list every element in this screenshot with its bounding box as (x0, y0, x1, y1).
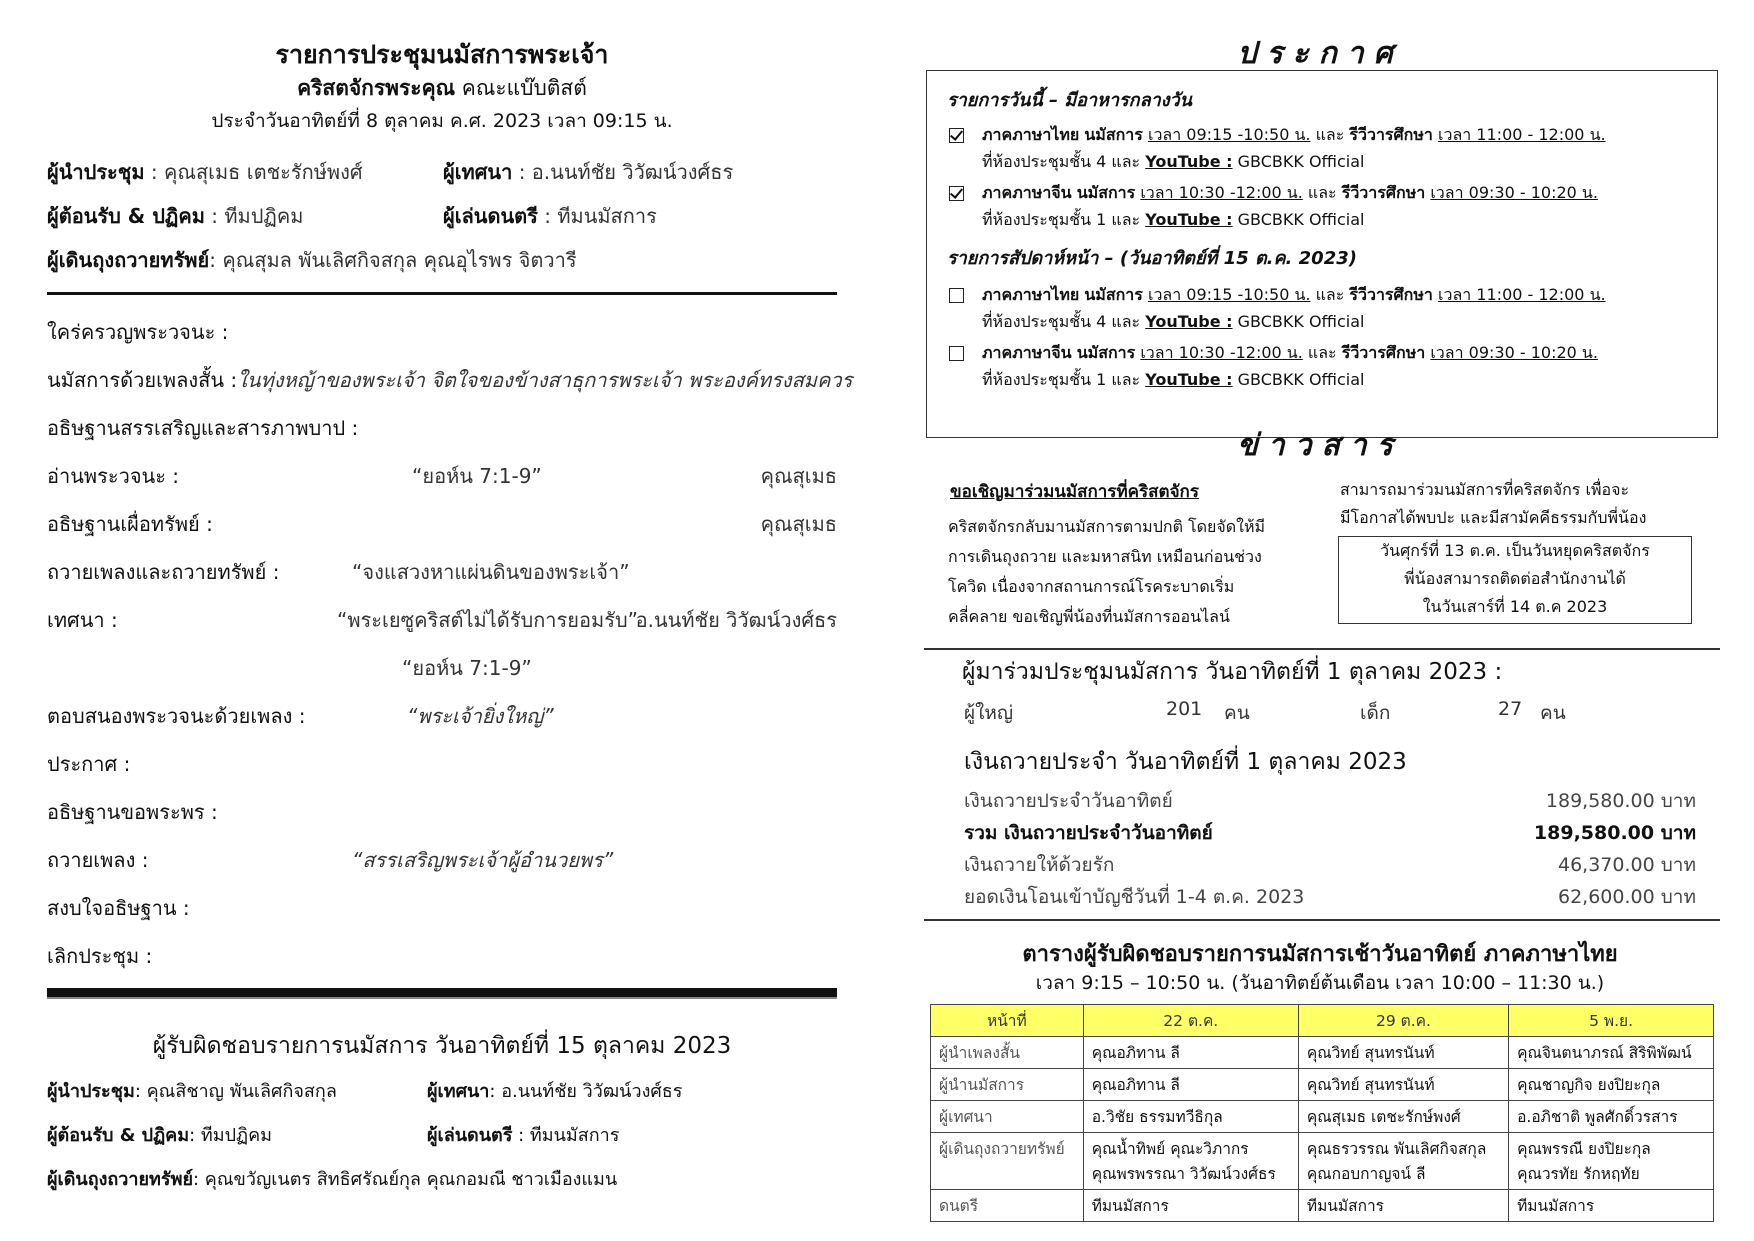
church-name (47, 72, 837, 105)
offering-row-label: เงินถวายให้ด้วยรัก (964, 854, 1115, 876)
item-worship: นมัสการ (1076, 183, 1136, 202)
checked-checkbox-icon (949, 186, 964, 201)
leader-label: ผู้นำประชุม (47, 160, 145, 184)
order-item-label: ใคร่ครวญพระวจนะ : (47, 320, 229, 344)
invite-text (948, 512, 1265, 632)
order-item-label: ตอบสนองพระวจนะด้วยเพลง : (47, 704, 306, 728)
youtube-channel: GBCBKK Official (1232, 152, 1365, 171)
next-preacher-value: : อ.นนท์ชัย วิวัฒน์วงศ์ธร (489, 1081, 683, 1102)
table-role-cell: ผู้นำเพลงสั้น (931, 1037, 1084, 1069)
order-item-person: คุณสุเมธ (760, 512, 837, 536)
table-header-cell: 22 ต.ค. (1083, 1005, 1298, 1037)
item-and: และ (1302, 343, 1342, 362)
table-role-cell: ผู้นำนมัสการ (931, 1069, 1084, 1101)
service-title: รายการประชุมนมัสการพระเจ้า (275, 40, 609, 69)
item-and: และ (1310, 125, 1350, 144)
child-unit: คน (1540, 702, 1566, 724)
item-time1: เวลา 10:30 -12:00 น. (1140, 343, 1303, 362)
table-cell: คุณธรวรรณ พันเลิศกิจสกุล คุณกอบกาญจน์ ลี (1298, 1133, 1508, 1190)
item-time1: เวลา 10:30 -12:00 น. (1140, 183, 1303, 202)
item-time1: เวลา 09:15 -10:50 น. (1147, 285, 1311, 304)
table-role-cell: ผู้เดินถุงถวายทรัพย์ (931, 1133, 1084, 1190)
next-leader-value: : คุณสิชาญ พันเลิศกิจสกุล (134, 1081, 337, 1102)
preacher-line (443, 156, 733, 188)
holiday-box (1338, 536, 1692, 624)
table-row (931, 1037, 1714, 1069)
holiday-line: พี่น้องสามารถติดต่อสำนักงานได้ (1404, 569, 1626, 588)
offering-collector-value: : คุณสุมล พันเลิศกิจสกุล คุณอุไรพร จิตวารี (209, 248, 577, 272)
youtube-label: YouTube : (1145, 312, 1233, 331)
preacher-value: : อ.นนท์ชัย วิวัฒน์วงศ์ธร (512, 160, 734, 184)
item-room: ที่ห้องประชุมชั้น 1 และ (982, 210, 1146, 229)
youtube-label: YouTube : (1145, 152, 1233, 171)
item-worship: นมัสการ (1084, 285, 1143, 304)
next-offering-value: : คุณขวัญเนตร สิทธิศรัณย์กุล คุณกอมณี ชาวเมืองแมน (193, 1169, 618, 1190)
adult-unit: คน (1224, 702, 1250, 724)
table-cell: คุณพรรณี ยงปิยะกุล คุณวรทัย รักหฤทัย (1509, 1133, 1714, 1190)
order-item-label: อธิษฐานเผื่อทรัพย์ : (47, 512, 213, 536)
invite-line: คริสตจักรกลับมานมัสการตามปกติ โดยจัดให้มี (948, 517, 1266, 536)
child-label: เด็ก (1360, 702, 1391, 724)
checkbox-icon (949, 288, 964, 303)
next-usher-label: ผู้ต้อนรับ & ปฏิคม (47, 1125, 190, 1146)
item-and: และ (1310, 285, 1350, 304)
order-item-person: อ.นนท์ชัย วิวัฒน์วงศ์ธร (635, 608, 837, 632)
checkbox-icon (949, 346, 964, 361)
offering-collector-label: ผู้เดินถุงถวายทรัพย์ (47, 248, 210, 272)
next-offering-label: ผู้เดินถุงถวายทรัพย์ (47, 1169, 193, 1190)
item-and: และ (1302, 183, 1342, 202)
order-item-detail: “ยอห์น 7:1-9” (412, 464, 542, 488)
order-item-detail: ในทุ่งหญ้าของพระเจ้า จิตใจของข้างสาธุการพระเจ้า พระองค์ทรงสมควร (237, 368, 853, 392)
item-lang: ภาคภาษาจีน (982, 343, 1072, 362)
table-cell: คุณจินตนาภรณ์ สิริพิพัฒน์ (1509, 1037, 1714, 1069)
musician-value: : ทีมนมัสการ (537, 204, 657, 228)
item-time2: เวลา 09:30 - 10:20 น. (1430, 183, 1598, 202)
offering-collector-line (47, 244, 577, 276)
next-usher-line (47, 1120, 272, 1149)
item-worship: นมัสการ (1084, 125, 1143, 144)
offering-row-amount: 46,370.00 บาท (1558, 854, 1696, 876)
order-item-label: สงบใจอธิษฐาน : (47, 896, 190, 920)
invite-title: ขอเชิญมาร่วมนมัสการที่คริสตจักร (950, 482, 1199, 502)
item-lang: ภาคภาษาจีน (982, 183, 1072, 202)
divider-thick (47, 988, 837, 999)
schedule-item-room (982, 368, 1365, 393)
table-cell: คุณสุเมธ เตชะรักษ์พงศ์ (1298, 1101, 1508, 1133)
offering-row-amount: 62,600.00 บาท (1558, 886, 1696, 908)
church-denomination: คณะแบ๊บติสต์ (455, 76, 587, 100)
schedule-item-room (982, 310, 1365, 335)
usher-line (47, 200, 303, 232)
item-lang: ภาคภาษาไทย (982, 125, 1080, 144)
table-row (931, 1101, 1714, 1133)
next-leader-label: ผู้นำประชุม (47, 1081, 135, 1102)
item-study: รีวีวารศึกษา (1349, 125, 1433, 144)
invite-line: การเดินถุงถวาย และมหาสนิท เหมือนก่อนช่วง (948, 547, 1262, 566)
order-item-label: นมัสการด้วยเพลงสั้น : (47, 368, 238, 392)
adult-count: 201 (1166, 698, 1203, 720)
table-cell: ทีมนมัสการ (1083, 1190, 1298, 1222)
youtube-channel: GBCBKK Official (1232, 312, 1365, 331)
attendance-title: ผู้มาร่วมประชุมนมัสการ วันอาทิตย์ที่ 1 ตุลาคม 2023 : (962, 659, 1503, 685)
order-item-label: อธิษฐานสรรเสริญและสารภาพบาป : (47, 416, 359, 440)
item-room: ที่ห้องประชุมชั้น 4 และ (982, 152, 1146, 171)
item-room: ที่ห้องประชุมชั้น 1 และ (982, 370, 1146, 389)
table-row (931, 1190, 1714, 1222)
order-item-label: ถวายเพลงและถวายทรัพย์ : (47, 560, 280, 584)
youtube-label: YouTube : (1145, 210, 1233, 229)
order-item-label: ถวายเพลง : (47, 848, 149, 872)
child-count: 27 (1498, 698, 1523, 720)
offering-row-amount: 189,580.00 บาท (1545, 790, 1696, 812)
invite-line: โควิด เนื่องจากสถานการณ์โรคระบาดเริ่ม (948, 577, 1235, 596)
invite-line: มีโอกาสได้พบปะ และมีสามัคคีธรรมกับพี่น้อง (1340, 508, 1647, 527)
church-name-bold: คริสตจักรพระคุณ (297, 76, 456, 100)
nextweek-heading: รายการสัปดาห์หน้า – (วันอาทิตย์ที่ 15 ต.ค. 2023) (947, 248, 1357, 269)
next-leader-line (47, 1076, 337, 1105)
next-preacher-line (427, 1076, 682, 1105)
schedule-item (949, 123, 1606, 148)
table-cell: ทีมนมัสการ (1298, 1190, 1508, 1222)
musician-line (443, 200, 657, 232)
invite-line: สามารถมาร่วมนมัสการที่คริสตจักร เพื่อจะ (1340, 480, 1630, 499)
leader-line (47, 156, 363, 188)
divider (924, 648, 1720, 650)
table-role-cell: ผู้เทศนา (931, 1101, 1084, 1133)
order-item-label: เทศนา : (47, 608, 118, 632)
table-cell: คุณวิทย์ สุนทรนันท์ (1298, 1069, 1508, 1101)
schedule-item-room (982, 150, 1365, 175)
item-room: ที่ห้องประชุมชั้น 4 และ (982, 312, 1146, 331)
divider (47, 292, 837, 295)
item-study: รีวีวารศึกษา (1349, 285, 1433, 304)
holiday-line: ในวันเสาร์ที่ 14 ต.ค 2023 (1422, 597, 1608, 616)
left-page (47, 30, 853, 1230)
divider (924, 919, 1720, 921)
table-role-cell: ดนตรี (931, 1190, 1084, 1222)
table-header-cell: 29 ต.ค. (1298, 1005, 1508, 1037)
offering-row-label: ยอดเงินโอนเข้าบัญชีวันที่ 1-4 ต.ค. 2023 (964, 886, 1305, 908)
table-cell: อ.วิชัย ธรรมทวีธิกุล (1083, 1101, 1298, 1133)
responsibility-table (930, 1004, 1714, 1222)
item-lang: ภาคภาษาไทย (982, 285, 1080, 304)
order-item-label: อธิษฐานขอพระพร : (47, 800, 218, 824)
offering-row-label: รวม เงินถวายประจำวันอาทิตย์ (964, 822, 1213, 844)
offering-row-amount: 189,580.00 บาท (1533, 822, 1696, 844)
youtube-channel: GBCBKK Official (1232, 210, 1365, 229)
table-header-cell: 5 พ.ย. (1509, 1005, 1714, 1037)
item-time2: เวลา 11:00 - 12:00 น. (1437, 285, 1606, 304)
item-time2: เวลา 09:30 - 10:20 น. (1430, 343, 1598, 362)
schedule-item (949, 341, 1598, 366)
order-item-detail: “พระเยซูคริสต์ไม่ได้รับการยอมรับ” (337, 608, 638, 632)
table-row (931, 1133, 1714, 1190)
order-item-detail: “ยอห์น 7:1-9” (402, 656, 532, 680)
table-cell: อ.อภิชาติ พูลศักดิ์วรสาร (1509, 1101, 1714, 1133)
schedule-subtitle: เวลา 9:15 – 10:50 น. (วันอาทิตย์ต้นเดือน เวลา 10:00 – 11:30 น.) (1035, 972, 1605, 994)
youtube-label: YouTube : (1145, 370, 1233, 389)
order-item-label: ประกาศ : (47, 752, 131, 776)
preacher-label: ผู้เทศนา (443, 160, 513, 184)
schedule-item (949, 283, 1606, 308)
item-study: รีวีวารศึกษา (1341, 343, 1426, 362)
item-time1: เวลา 09:15 -10:50 น. (1147, 125, 1311, 144)
order-item-label: อ่านพระวจนะ : (47, 464, 180, 488)
news-title: ข่าวสาร (1237, 428, 1403, 463)
next-musician-line (427, 1120, 619, 1149)
announce-title: ประกาศ (1237, 36, 1403, 71)
item-study: รีวีวารศึกษา (1341, 183, 1426, 202)
table-cell: คุณวิทย์ สุนทรนันท์ (1298, 1037, 1508, 1069)
order-item (47, 364, 852, 396)
schedule-item-room (982, 208, 1365, 233)
next-usher-value: : ทีมปฏิคม (189, 1125, 273, 1146)
right-page (920, 30, 1720, 1230)
usher-label: ผู้ต้อนรับ & ปฏิคม (47, 204, 205, 228)
order-item-detail: “พระเจ้ายิ่งใหญ่” (407, 704, 554, 728)
announce-box (926, 70, 1718, 438)
checked-checkbox-icon (949, 128, 964, 143)
order-item-detail: “จงแสวงหาแผ่นดินของพระเจ้า” (352, 560, 630, 584)
table-cell: ทีมนมัสการ (1509, 1190, 1714, 1222)
next-offering-line (47, 1164, 617, 1193)
invite-line: คลี่คลาย ขอเชิญพี่น้องที่นมัสการออนไลน์ (948, 607, 1230, 626)
offering-row-label: เงินถวายประจำวันอาทิตย์ (964, 790, 1173, 812)
invite-text-right (1340, 476, 1646, 532)
table-row (931, 1069, 1714, 1101)
order-item-label: เลิกประชุม : (47, 944, 153, 968)
table-header-cell: หน้าที่ (931, 1005, 1084, 1037)
table-cell: คุณอภิทาน ลี (1083, 1037, 1298, 1069)
table-cell: คุณน้ำทิพย์ คุณะวิภากร คุณพรพรรณา วิวัฒน์วงศ์ธร (1083, 1133, 1298, 1190)
item-time2: เวลา 11:00 - 12:00 น. (1437, 125, 1606, 144)
item-worship: นมัสการ (1076, 343, 1136, 362)
order-item-person: คุณสุเมธ (760, 464, 837, 488)
next-musician-value: : ทีมนมัสการ (512, 1125, 620, 1146)
youtube-channel: GBCBKK Official (1232, 370, 1365, 389)
table-cell: คุณอภิทาน ลี (1083, 1069, 1298, 1101)
musician-label: ผู้เล่นดนตรี (443, 204, 538, 228)
table-cell: คุณชาญกิจ ยงปิยะกุล (1509, 1069, 1714, 1101)
order-item-detail: “สรรเสริญพระเจ้าผู้อำนวยพร” (352, 848, 614, 872)
schedule-title: ตารางผู้รับผิดชอบรายการนมัสการเช้าวันอาทิตย์ ภาคภาษาไทย (1022, 942, 1618, 967)
next-preacher-label: ผู้เทศนา (427, 1081, 490, 1102)
schedule-item (949, 181, 1598, 206)
today-heading: รายการวันนี้ – มีอาหารกลางวัน (947, 90, 1192, 111)
offering-title: เงินถวายประจำ วันอาทิตย์ที่ 1 ตุลาคม 2023 (964, 749, 1407, 775)
next-musician-label: ผู้เล่นดนตรี (427, 1125, 513, 1146)
leader-value: : คุณสุเมธ เตชะรักษ์พงศ์ (144, 160, 363, 184)
service-date: ประจำวันอาทิตย์ที่ 8 ตุลาคม ค.ศ. 2023 เวลา 09:15 น. (211, 110, 673, 132)
usher-value: : ทีมปฏิคม (204, 204, 304, 228)
next-week-title: ผู้รับผิดชอบรายการนมัสการ วันอาทิตย์ที่ 15 ตุลาคม 2023 (152, 1033, 732, 1059)
table-header-row (931, 1005, 1714, 1037)
adult-label: ผู้ใหญ่ (964, 702, 1014, 724)
holiday-line: วันศุกร์ที่ 13 ต.ค. เป็นวันหยุดคริสตจักร (1380, 541, 1650, 560)
